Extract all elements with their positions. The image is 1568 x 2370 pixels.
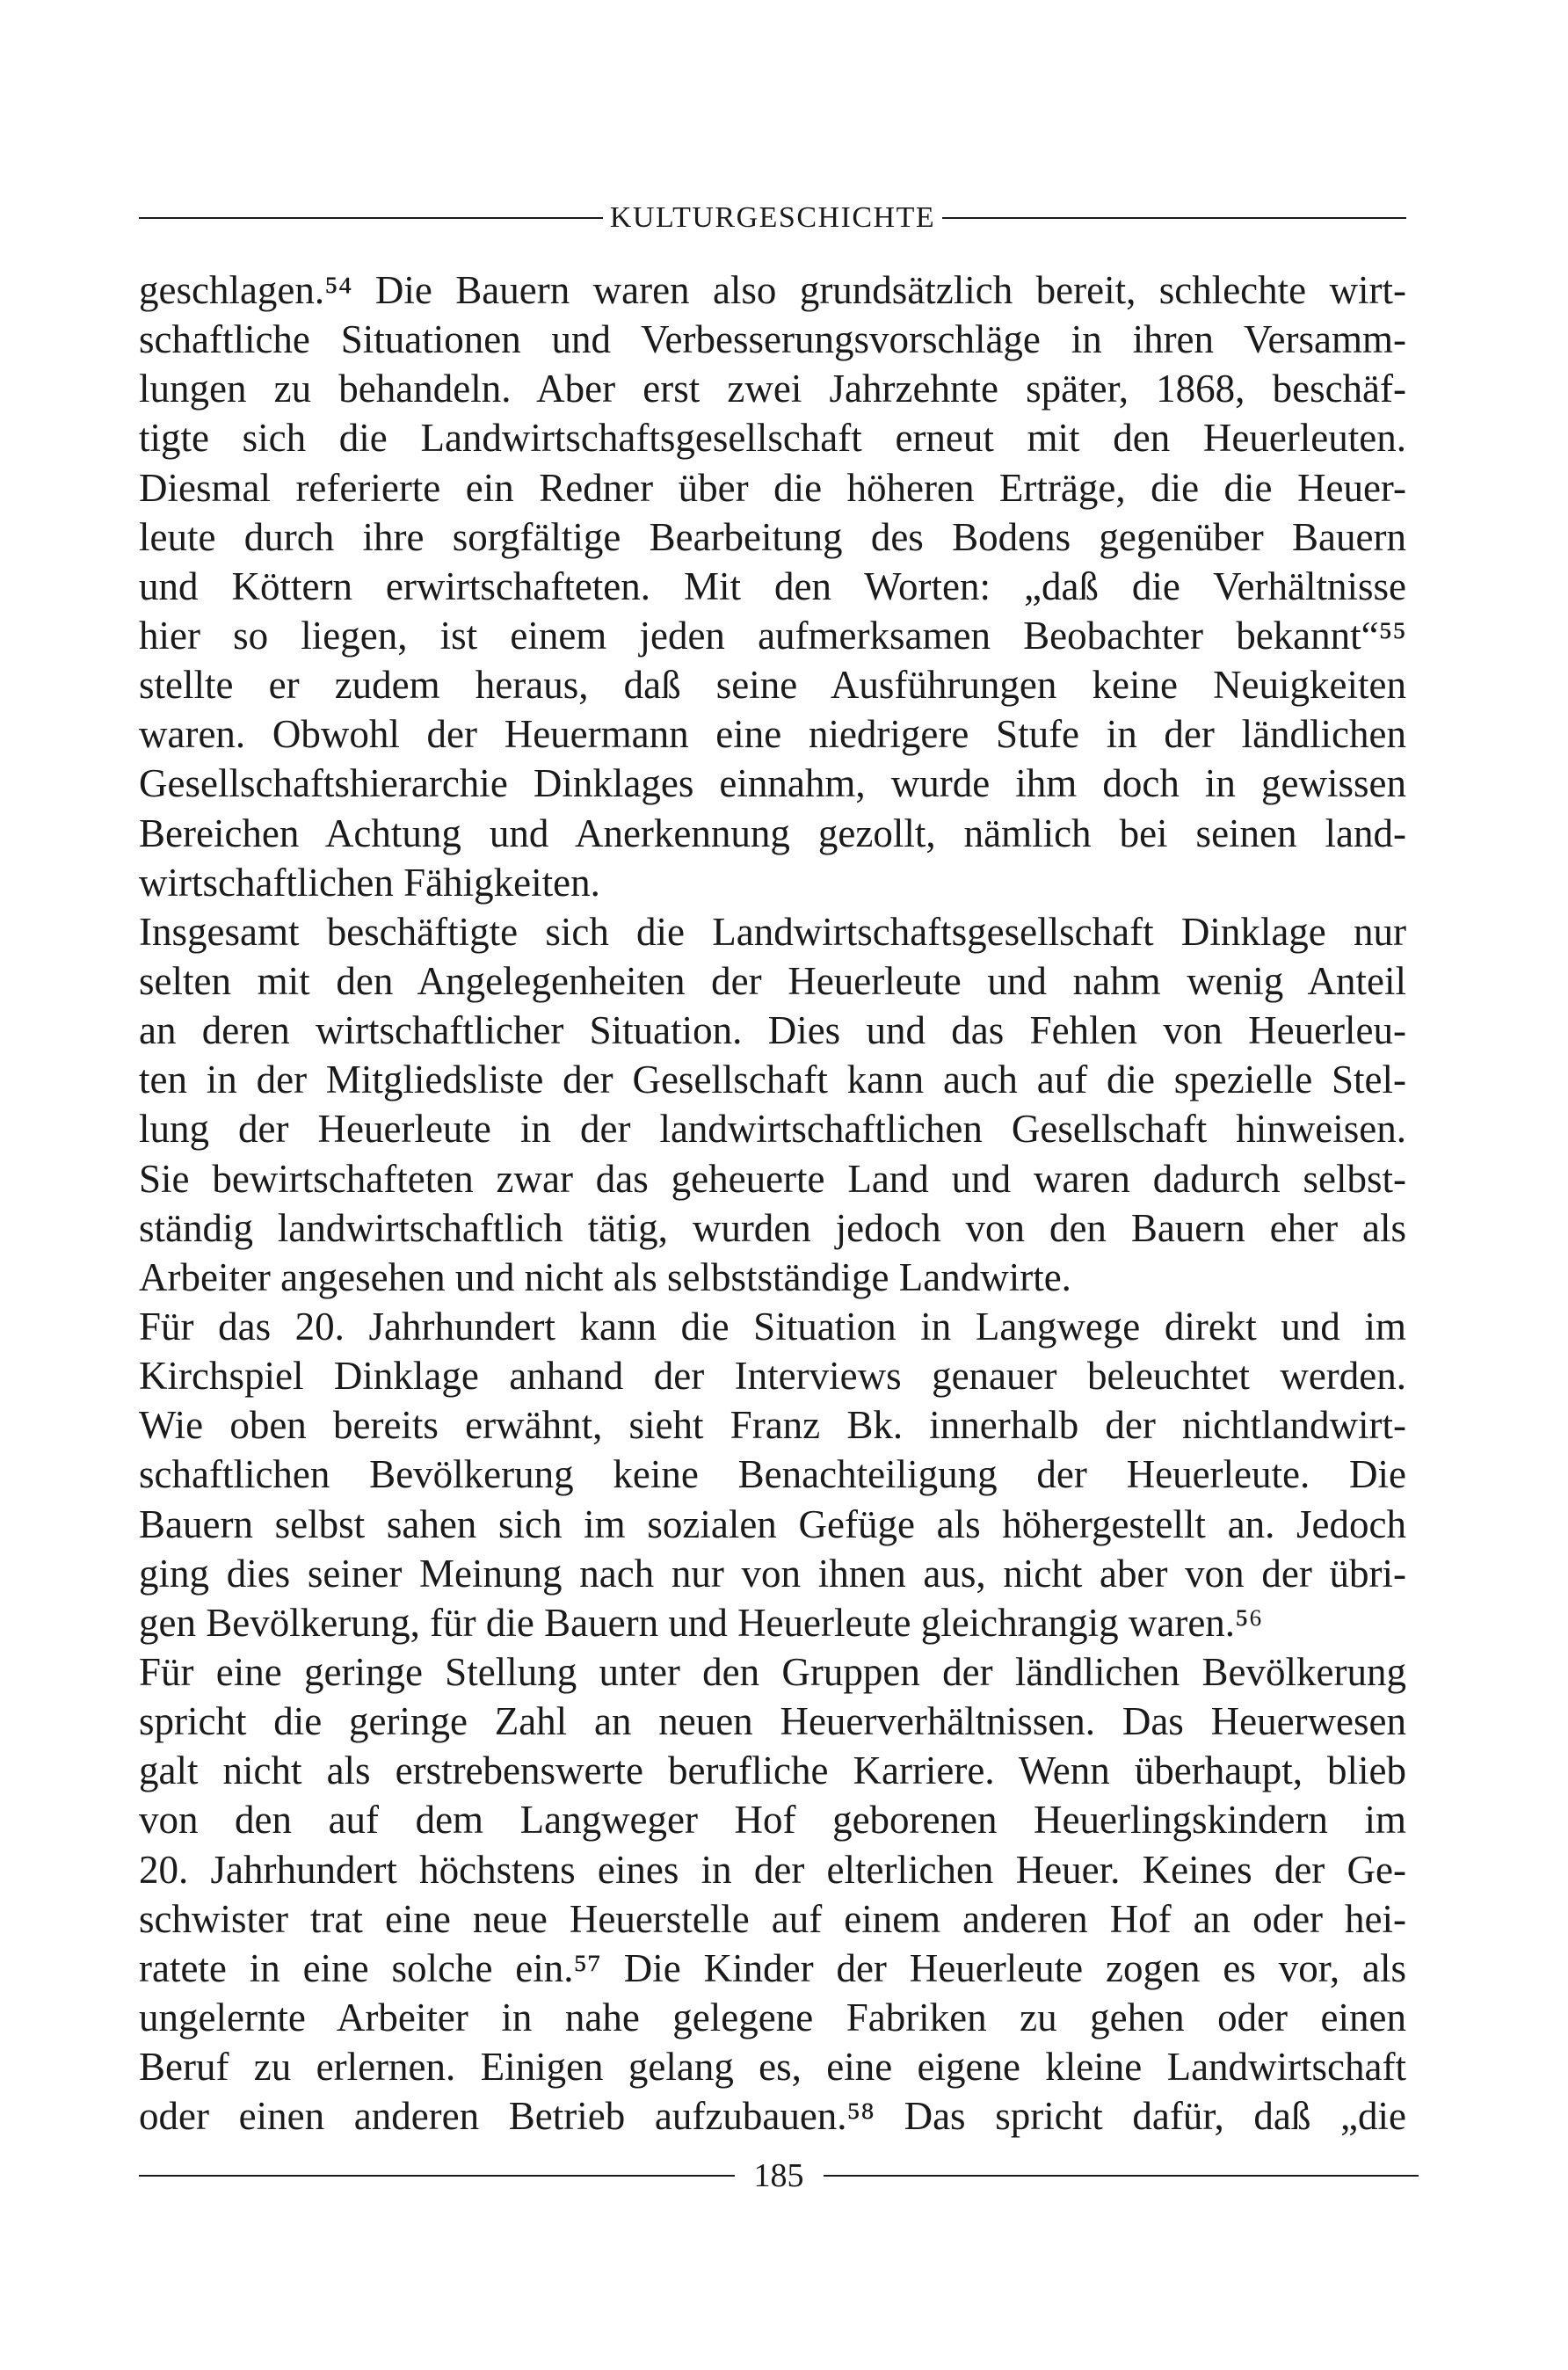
text-line: selten mit den Angelegenheiten der Heuerleute und nahm wenig Anteil — [139, 958, 1406, 1003]
running-header — [139, 200, 1406, 236]
text-line: Beruf zu erlernen. Einigen gelang es, eine eigene kleine Landwirtschaft — [139, 2045, 1406, 2090]
page-footer — [139, 2156, 1419, 2195]
text-line: Sie bewirtschafteten zwar das geheuerte Land und waren dadurch selbst- — [139, 1156, 1406, 1201]
footer-rule-right — [824, 2175, 1419, 2177]
text-line: schwister trat eine neue Heuerstelle auf einem anderen Hof an oder hei- — [139, 1896, 1406, 1941]
page-number: 185 — [753, 2157, 804, 2194]
text-line: Gesellschaftshierarchie Dinklages einnahm, wurde ihm doch in gewissen — [139, 761, 1406, 806]
text-line: galt nicht als erstrebenswerte berufliche Karriere. Wenn überhaupt, blieb — [139, 1748, 1406, 1793]
text-line: wirtschaftlichen Fähigkeiten. — [139, 860, 600, 905]
text-line: und Köttern erwirtschafteten. Mit den Worten: „daß die Verhältnisse — [139, 563, 1406, 608]
text-line: Bereichen Achtung und Anerkennung gezollt, nämlich bei seinen land- — [139, 811, 1406, 855]
text-line: leute durch ihre sorgfältige Bearbeitung des Bodens gegenüber Bauern — [139, 514, 1406, 559]
text-line: Diesmal referierte ein Redner über die höheren Erträge, die die Heuer- — [139, 465, 1406, 510]
text-line: Wie oben bereits erwähnt, sieht Franz Bk. innerhalb der nichtlandwirt- — [139, 1403, 1406, 1448]
text-line: stellte er zudem heraus, daß seine Ausführungen keine Neuigkeiten — [139, 663, 1406, 708]
text-line: Insgesamt beschäftigte sich die Landwirtschaftsgesellschaft Dinklage nur — [139, 909, 1406, 954]
text-line: ratete in eine solche ein.⁵⁷ Die Kinder der Heuerleute zogen es vor, als — [139, 1945, 1406, 1990]
text-line: geschlagen.⁵⁴ Die Bauern waren also grundsätzlich bereit, schlechte wirt- — [139, 268, 1406, 312]
text-line: Bauern selbst sahen sich im sozialen Gefüge als höhergestellt an. Jedoch — [139, 1501, 1406, 1546]
body-text — [139, 265, 1406, 2141]
text-line: hier so liegen, ist einem jeden aufmerksamen Beobachter bekannt“⁵⁵ — [139, 613, 1406, 658]
header-rule-right — [942, 217, 1406, 219]
text-line: schaftliche Situationen und Verbesserungsvorschläge in ihren Versamm- — [139, 317, 1406, 362]
text-line: oder einen anderen Betrieb aufzubauen.⁵⁸ Das spricht dafür, daß „die — [139, 2094, 1406, 2139]
text-line: tigte sich die Landwirtschaftsgesellschaft erneut mit den Heuerleuten. — [139, 416, 1406, 461]
text-line: Kirchspiel Dinklage anhand der Interviews genauer beleuchtet werden. — [139, 1354, 1406, 1399]
text-line: an deren wirtschaftlicher Situation. Dies und das Fehlen von Heuerleu- — [139, 1008, 1406, 1053]
text-line: ging dies seiner Meinung nach nur von ihnen aus, nicht aber von der übri- — [139, 1551, 1406, 1596]
text-line: waren. Obwohl der Heuermann eine niedrigere Stufe in der ländlichen — [139, 712, 1406, 757]
text-line: ständig landwirtschaftlich tätig, wurden jedoch von den Bauern eher als — [139, 1205, 1406, 1250]
text-line: von den auf dem Langweger Hof geborenen Heuerlingskindern im — [139, 1798, 1406, 1843]
text-line: ungelernte Arbeiter in nahe gelegene Fabriken zu gehen oder einen — [139, 1995, 1406, 2039]
text-line: spricht die geringe Zahl an neuen Heuerverhältnissen. Das Heuerwesen — [139, 1699, 1406, 1744]
footer-rule-left — [139, 2175, 735, 2177]
text-line: schaftlichen Bevölkerung keine Benachteiligung der Heuerleute. Die — [139, 1452, 1406, 1497]
text-line: gen Bevölkerung, für die Bauern und Heuerleute gleichrangig waren.⁵⁶ — [139, 1600, 1263, 1645]
header-rule-left — [139, 217, 603, 219]
text-line: lungen zu behandeln. Aber erst zwei Jahrzehnte später, 1868, beschäf- — [139, 367, 1406, 411]
text-line: Für eine geringe Stellung unter den Gruppen der ländlichen Bevölkerung — [139, 1649, 1406, 1694]
text-line: Arbeiter angesehen und nicht als selbstständige Landwirte. — [139, 1254, 1071, 1299]
text-line: lung der Heuerleute in der landwirtschaftlichen Gesellschaft hinweisen. — [139, 1107, 1406, 1152]
running-header-title: KULTURGESCHICHTE — [609, 201, 936, 234]
text-line: Für das 20. Jahrhundert kann die Situation in Langwege direkt und im — [139, 1304, 1406, 1349]
text-line: ten in der Mitgliedsliste der Gesellschaft kann auch auf die spezielle Stel- — [139, 1058, 1406, 1102]
text-line: 20. Jahrhundert höchstens eines in der elterlichen Heuer. Keines der Ge- — [139, 1847, 1406, 1892]
